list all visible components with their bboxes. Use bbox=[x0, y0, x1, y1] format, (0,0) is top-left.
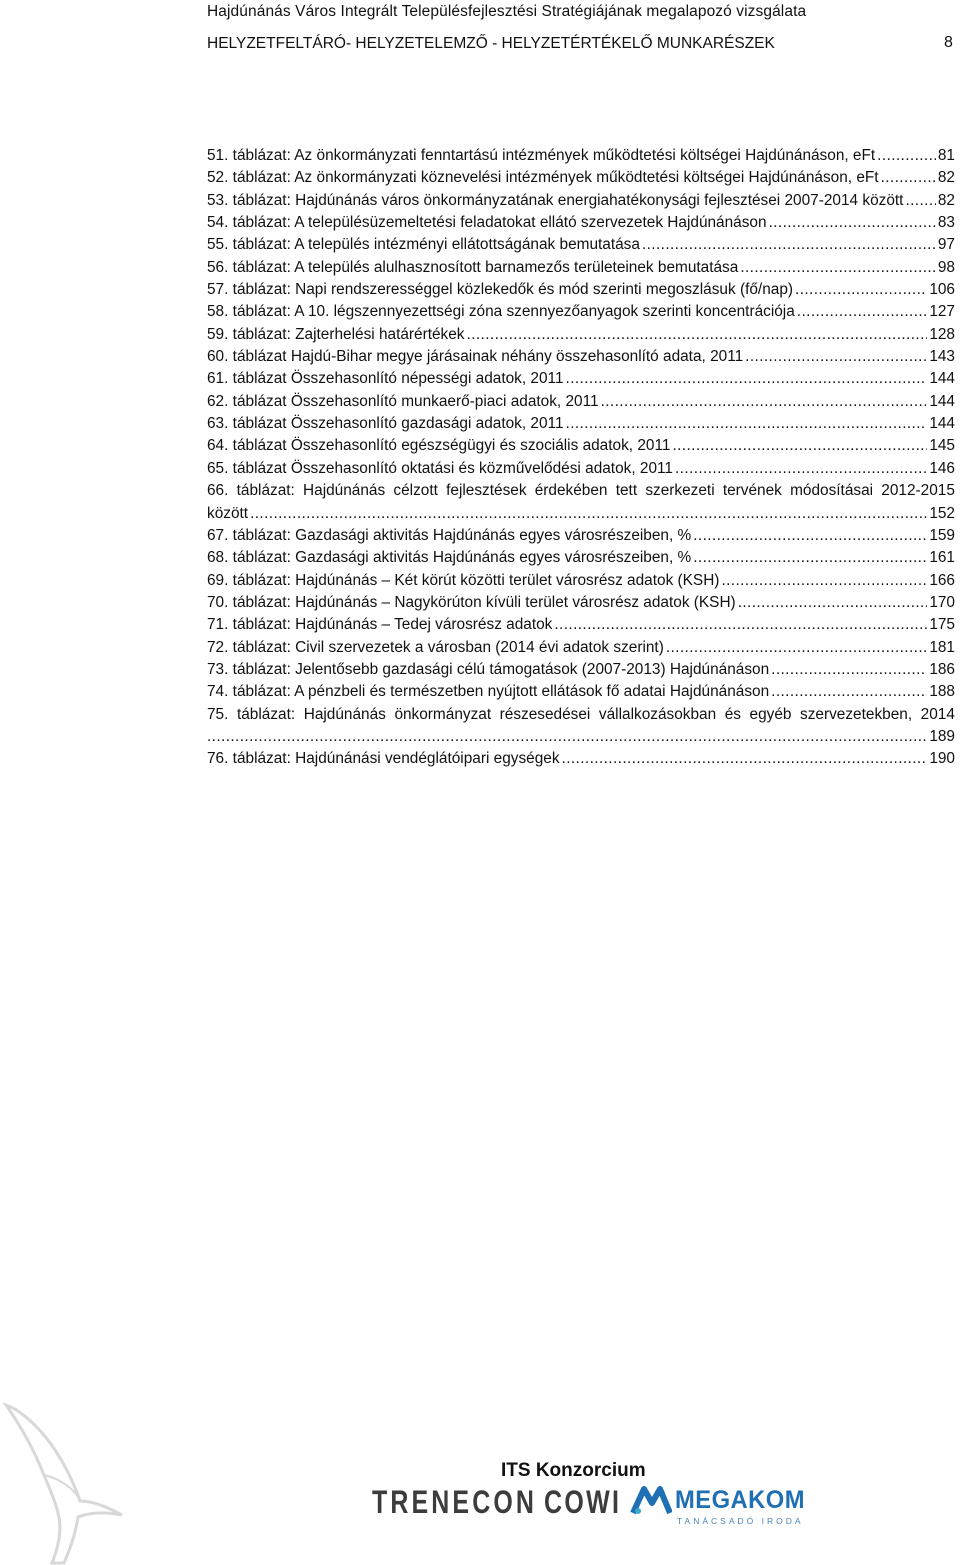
toc-entry-word: célzott bbox=[393, 482, 438, 500]
toc-entry-word: szervezetekben, bbox=[800, 705, 913, 723]
toc-entry-page: 181 bbox=[929, 638, 955, 656]
toc-leader-dots bbox=[877, 145, 936, 167]
toc-entry-word: részesedései bbox=[499, 705, 591, 723]
toc-entry-text: 68. táblázat: Gazdasági aktivitás Hajdúnánás egyes városrészeiben, % bbox=[207, 549, 692, 567]
toc-entry[interactable] bbox=[207, 681, 955, 703]
toc-entry-word: 2014 bbox=[920, 705, 955, 723]
toc-entry-word: szerkezeti bbox=[645, 482, 715, 500]
toc-entry-text: 54. táblázat: A településüzemeltetési feladatokat ellátó szervezetek Hajdúnánáson bbox=[207, 214, 767, 232]
toc-entry-page: 170 bbox=[929, 593, 955, 611]
toc-entry-word: táblázat: bbox=[236, 705, 296, 723]
megakom-subtitle: TANÁCSADÓ IRODA bbox=[677, 1516, 804, 1526]
megakom-mark-icon bbox=[630, 1483, 672, 1519]
toc-entry-page: 175 bbox=[929, 616, 955, 634]
toc-entry-word: fejlesztések bbox=[446, 482, 527, 500]
toc-entry[interactable] bbox=[207, 190, 955, 212]
toc-entry-text: 72. táblázat: Civil szervezetek a városban (2014 évi adatok szerint) bbox=[207, 638, 664, 656]
toc-entry-page: 146 bbox=[929, 459, 955, 477]
toc-entry-page: 144 bbox=[929, 415, 955, 433]
toc-entry[interactable] bbox=[207, 212, 955, 234]
toc-entry[interactable] bbox=[207, 659, 955, 681]
toc-leader-dots bbox=[797, 301, 928, 323]
toc-entry[interactable] bbox=[207, 547, 955, 569]
toc-leader-dots bbox=[566, 413, 928, 435]
toc-entry-page: 82 bbox=[937, 191, 955, 209]
toc-entry-page: 82 bbox=[937, 169, 955, 187]
toc-leader-dots bbox=[740, 257, 936, 279]
toc-entry-text: 65. táblázat Összehasonlító oktatási és közművelődési adatok, 2011 bbox=[207, 459, 673, 477]
toc-entry-text: 73. táblázat: Jelentősebb gazdasági célú támogatások (2007-2013) Hajdúnánáson bbox=[207, 660, 770, 678]
toc-entry-page: 106 bbox=[929, 281, 955, 299]
toc-entry-word: egyéb bbox=[749, 705, 792, 723]
toc-entry-text: 52. táblázat: Az önkormányzati köznevelési intézmények működtetési költségei Hajdúnánáson, eFt bbox=[207, 169, 879, 187]
toc-entry-text: 60. táblázat Hajdú-Bihar megye járásainak néhány összehasonlító adata, 2011 bbox=[207, 348, 744, 366]
toc-entry[interactable] bbox=[207, 637, 955, 659]
toc-entry-page: 152 bbox=[929, 504, 955, 522]
toc-leader-dots bbox=[467, 324, 928, 346]
toc-entry-page: 128 bbox=[929, 325, 955, 343]
toc-entry[interactable] bbox=[207, 748, 955, 770]
toc-entry-text: 71. táblázat: Hajdúnánás – Tedej városrész adatok bbox=[207, 616, 553, 634]
toc-leader-dots bbox=[795, 279, 927, 301]
section-title: HELYZETFELTÁRÓ- HELYZETELEMZŐ - HELYZETÉRTÉKELŐ MUNKARÉSZEK bbox=[207, 35, 775, 52]
bird-watermark-icon bbox=[0, 1395, 130, 1565]
toc-entry[interactable] bbox=[207, 570, 955, 592]
toc-entry-word: tett bbox=[615, 482, 638, 500]
toc-leader-dots bbox=[693, 547, 927, 569]
toc-leader-dots bbox=[769, 212, 936, 234]
toc-leader-dots bbox=[601, 391, 928, 413]
toc-entry-word: táblázat: bbox=[236, 482, 295, 500]
toc-entry-text: 67. táblázat: Gazdasági aktivitás Hajdúnánás egyes városrészeiben, % bbox=[207, 526, 692, 544]
toc-leader-dots bbox=[738, 592, 928, 614]
toc-leader-dots bbox=[666, 637, 927, 659]
toc-entry[interactable] bbox=[207, 257, 955, 279]
toc-entry-page: 145 bbox=[929, 437, 955, 455]
toc-entry[interactable] bbox=[207, 234, 955, 256]
toc-entry-page: 190 bbox=[929, 750, 955, 768]
toc-entry-text: 69. táblázat: Hajdúnánás – Két körút közötti terület városrész adatok (KSH) bbox=[207, 571, 720, 589]
toc-entry-word: és bbox=[724, 705, 741, 723]
toc-entry-text: 51. táblázat: Az önkormányzati fenntartású intézmények működtetési költségei Hajdúnánáson, eFt bbox=[207, 147, 876, 164]
toc-entry[interactable] bbox=[207, 525, 955, 547]
toc-entry-page: 98 bbox=[937, 258, 955, 276]
toc-entry[interactable] bbox=[207, 391, 955, 413]
toc-entry-word: vállalkozásokban bbox=[598, 705, 717, 723]
toc-entry-page: 83 bbox=[937, 214, 955, 232]
toc-entry-page: 166 bbox=[929, 571, 955, 589]
toc-entry-text: 53. táblázat: Hajdúnánás város önkormányzatának energiahatékonysági fejlesztései 2007-2014 között bbox=[207, 191, 904, 209]
toc-entry[interactable] bbox=[207, 145, 955, 167]
toc-leader-dots bbox=[721, 570, 927, 592]
toc-entry-text: 56. táblázat: A település alulhasznosított barnamezős területeinek bemutatása bbox=[207, 258, 739, 276]
toc-entry[interactable] bbox=[207, 324, 955, 346]
toc-entry[interactable] bbox=[207, 346, 955, 368]
toc-leader-dots bbox=[905, 190, 935, 212]
toc-entry-text: 55. táblázat: A település intézményi ellátottságának bemutatása bbox=[207, 236, 640, 254]
toc-entry[interactable] bbox=[207, 279, 955, 301]
toc-entry[interactable] bbox=[207, 167, 955, 189]
toc-entry[interactable] bbox=[207, 704, 955, 726]
toc-entry-page: 144 bbox=[929, 370, 955, 388]
toc-entry[interactable] bbox=[207, 503, 955, 525]
toc-entry[interactable] bbox=[207, 726, 955, 748]
toc-entry-page: 97 bbox=[937, 236, 955, 254]
toc-entry-page: 143 bbox=[929, 348, 955, 366]
toc-entry[interactable] bbox=[207, 435, 955, 457]
toc-entry-word: tervének bbox=[722, 482, 782, 500]
toc-entry-word: módosításai bbox=[790, 482, 874, 500]
toc-entry-text: 57. táblázat: Napi rendszerességgel közlekedők és mód szerinti megoszlásuk (fő/nap) bbox=[207, 281, 794, 299]
toc-entry-text: 62. táblázat Összehasonlító munkaerő-piaci adatok, 2011 bbox=[207, 392, 599, 410]
trenecon-logo: TRENECON bbox=[372, 1484, 538, 1520]
toc-leader-dots bbox=[554, 614, 927, 636]
toc-leader-dots bbox=[250, 503, 927, 525]
toc-leader-dots bbox=[672, 435, 927, 457]
toc-leader-dots bbox=[562, 748, 928, 770]
toc-leader-dots bbox=[745, 346, 927, 368]
toc-entry-text: 64. táblázat Összehasonlító egészségügyi és szociális adatok, 2011 bbox=[207, 437, 671, 455]
page-number: 8 bbox=[944, 34, 953, 51]
toc-entry-text: között bbox=[207, 504, 249, 522]
toc-entry-text: 74. táblázat: A pénzbeli és természetben nyújtott ellátások fő adatai Hajdúnánáson bbox=[207, 683, 770, 701]
toc-entry-text: 70. táblázat: Hajdúnánás – Nagykörúton kívüli terület városrész adatok (KSH) bbox=[207, 593, 736, 611]
toc-entry[interactable] bbox=[207, 480, 955, 502]
toc-entry-text: 61. táblázat Összehasonlító népességi adatok, 2011 bbox=[207, 370, 564, 388]
toc-entry-word: 75. bbox=[207, 705, 229, 723]
toc-entry-page: 144 bbox=[929, 392, 955, 410]
toc-entry[interactable] bbox=[207, 614, 955, 636]
toc-entry-page: 127 bbox=[929, 303, 955, 321]
toc-entry-page: 186 bbox=[929, 660, 955, 678]
toc-entry-word: Hajdúnánás bbox=[303, 705, 386, 723]
toc-leader-dots bbox=[207, 726, 927, 748]
toc-entry-word: 66. bbox=[207, 482, 229, 500]
toc-entry[interactable] bbox=[207, 301, 955, 323]
toc-entry-page: 161 bbox=[929, 549, 955, 567]
toc-entry-page: 81 bbox=[937, 147, 955, 164]
toc-entry[interactable] bbox=[207, 458, 955, 480]
toc-entry-text: 63. táblázat Összehasonlító gazdasági adatok, 2011 bbox=[207, 415, 564, 433]
toc-entry-page: 188 bbox=[929, 683, 955, 701]
toc-entry-page: 189 bbox=[929, 727, 955, 745]
toc-entry-word: érdekében bbox=[534, 482, 608, 500]
toc-leader-dots bbox=[566, 368, 928, 390]
toc-leader-dots bbox=[693, 525, 927, 547]
toc-leader-dots bbox=[642, 234, 936, 256]
document-title: Hajdúnánás Város Integrált Településfejlesztési Stratégiájának megalapozó vizsgálata bbox=[207, 3, 807, 20]
toc-leader-dots bbox=[771, 681, 927, 703]
toc-entry-word: Hajdúnánás bbox=[303, 482, 386, 500]
toc-entry-text: 59. táblázat: Zajterhelési határértékek bbox=[207, 325, 465, 343]
toc-entry-text: 58. táblázat: A 10. légszennyezettségi zóna szennyezőanyagok szerinti koncentrációja bbox=[207, 303, 795, 321]
consortium-label: ITS Konzorcium bbox=[501, 1460, 646, 1481]
toc-leader-dots bbox=[881, 167, 936, 189]
toc-entry[interactable] bbox=[207, 413, 955, 435]
toc-entry-page: 159 bbox=[929, 526, 955, 544]
toc-leader-dots bbox=[675, 458, 927, 480]
toc-leader-dots bbox=[771, 659, 927, 681]
cowi-logo: COWI bbox=[544, 1484, 622, 1520]
toc-entry[interactable] bbox=[207, 592, 955, 614]
table-of-contents bbox=[207, 145, 955, 771]
toc-entry-word: önkormányzat bbox=[394, 705, 492, 723]
toc-entry[interactable] bbox=[207, 368, 955, 390]
toc-entry-word: 2012-2015 bbox=[881, 482, 955, 500]
megakom-logo: MEGAKOM bbox=[675, 1486, 805, 1514]
toc-entry-text: 76. táblázat: Hajdúnánási vendéglátóipari egységek bbox=[207, 750, 560, 768]
